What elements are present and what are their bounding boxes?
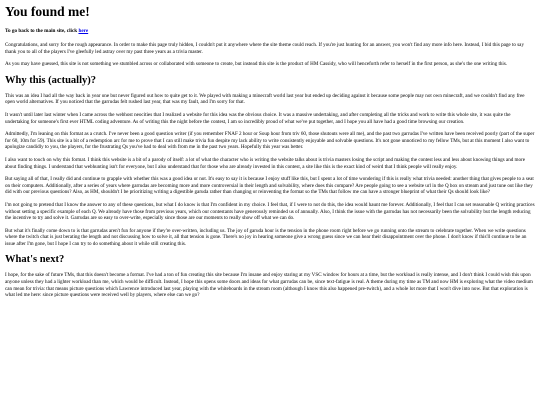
next-paragraph-1: I hope, for the sake of future TMs, that this doesn't become a format. I've had a ton of fun creating this site because I'm insane and enjoy staring at my VSC window for hours at a time, but the workload is really intense, and I don't think I could wish this upon anyone unless they had a lighter workload than me, which would be difficult. Instead, I hope this opens some doors and ideas for what garrudas can be, since text-fatigue is real. A theme during my time as TM and now HM is exploring what the video medium can mean for trivia: that means picture questions which Lawrence introduced last year, playing with the whiteboards in the stream room (although I know this also happened pre-twitch), and a whole lot more that I won't dive into now. But that exploration is what led me here: since picture questions were received well by players, where else can we go? xyxy=(5,272,533,299)
intro-paragraph-2: As you may have guessed, this site is not something we stumbled across or collaborated with someone to create, but instead this site is the product of HM Cassidy, who will henceforth refer to herself in the first person, as she's the one writing this. xyxy=(5,61,508,68)
why-paragraph-1: This was an idea I had all the way back in year one but never figured out how to quite get to it. We played with making a minecraft world last year but ended up deciding against it because some people may not own minecraft, and we couldn't find any free open world alternatives. If you noticed that the garrudas felt rushed last year, that was my fault, and I'm sorry for that. xyxy=(5,92,525,106)
section-heading-why: Why this (actually)? xyxy=(5,74,97,86)
section-heading-next: What's next? xyxy=(5,254,65,266)
why-paragraph-6: I'm not going to pretend that I know the answer to any of these questions, but what I do know is that I'm confident in my choice. I feel that, if I were to not do this, the idea would haunt me forever. Additionally, I feel that I can set reasonable Q writing practices without setting a specific example of each Q. We already have those from previous years, which our contestants have generously reminded us of annually. Also, I think the issue with the garrudas has not necessarily been the solvability but the length reducing the incentive to try and solve it. Garrudas are so easy to over-write, especially since those are our moments to really show off what we can do. xyxy=(5,201,535,222)
why-paragraph-4: I also want to touch on why this format. I think this website is a bit of a parody of itself: a lot of what the character who is writing the website talks about is trivia masters losing the script and making the contest less and less about knowing things and more about finding things. I understand that webhunting isn't for everyone, but I also understand that for those who are already invested in this contest, a site like this is the exact kind of weird that I think people will really enjoy. xyxy=(5,156,526,170)
back-line xyxy=(5,28,535,35)
why-paragraph-5: But saying all of that, I really did and continue to grapple with whether this was a good idea or not. It's easy to say it is because I enjoy stuff like this, but I spent a lot of time wondering if this is really what trivia needed: another thing that gives people to a seat on their computers. Additionally, after a series of years where garrudas are becoming more and more controversial in their length and solvability, where does this compare? Are people going to see a website url in the Q box on stream and just tune out like they did with our previous questions? Also, as HM, shouldn't I be prioritizing writing a digestible garuda rather than changing or reinventing the format so the TMs that follow me can have a stronger blueprint of what their Qs should look like? xyxy=(5,176,534,196)
intro-paragraph-1: Congratulations, and sorry for the rough appearance. In order to make this page truly hidden, I couldn't put it anywhere where the site theme could reach. If you're just hunting for an answer, you won't find any more info here. Instead, I bid this page to say thank you to all of the players I've gleefully led astray over my past three years as a trivia master. xyxy=(5,42,524,55)
back-text: To go back to the main site, click xyxy=(5,28,79,34)
why-paragraph-3: Admittedly, I'm leaning on this format as a crutch. I've never been a good question writer (if you remember FNAF 2 hour or Soup hour from triv 60, those shutouts were all me), and the past two garrudas I've written have been received poorly (part of the super for 60, 10m for 59). This site is a bit of a redemption arc for me to prove that I can still make trivia fun despite my lack ability to write consistently enjoyable and solvable questions. It's not gone unnoticed to my fellow TMs, but at this moment I also want to apologize candidly to you, the players, for the frustrating Qs you've had to deal with from me in the past two years. Hopefully this year was better. xyxy=(5,131,535,151)
back-link[interactable]: here xyxy=(78,28,89,34)
why-paragraph-7: But what it's finally come down to is that garrudas aren't fun for anyone if they're over-written, including us. The joy of garuda hour is the tension in the phone room right before we go running onto the stream to celebrate together. When we write questions where the twitch chat is just berating the length and not discussing how to solve it, all that tension is gone. There's no joy in hearing someone give a wrong guess since we can hear their disappointment over the phone. I don't know if this'll continue to be an issue after I'm gone, but I hope I can try to do something about it while still creating this. xyxy=(5,227,527,247)
page-title: You found me! xyxy=(5,4,90,19)
why-paragraph-2: It wasn't until later last winter when I came across the webhost neocities that I realized a website for this idea was the obvious choice. It was a massive undertaking, and after completing all the tricks and work to write this whole site, it was quite the undertaking for someone's first ever HTML coding adventure. As of writing this the night before the contest, I am so incredibly proud of what we've put together, and I hope you all have had a good time browsing our creation. xyxy=(5,111,511,125)
